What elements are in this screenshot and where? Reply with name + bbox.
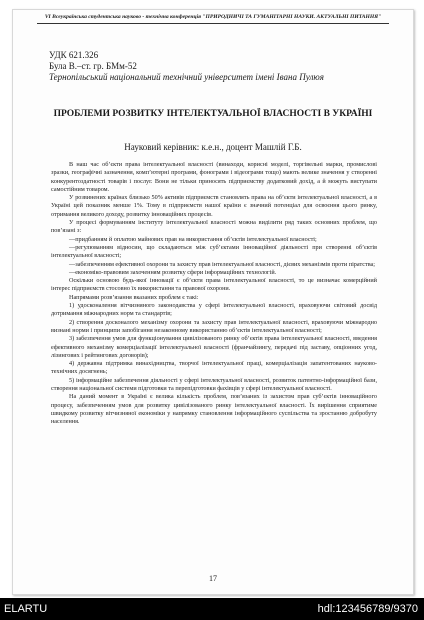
conference-header: VI Всеукраїнська студентська науково - технічна конференція "ПРИРОДНИЧІ ТА ГУМАНІТАРНІ НАУКИ. АКТУАЛЬНІ ПИТАННЯ" — [37, 14, 389, 24]
page-number: 17 — [209, 574, 217, 583]
author-line: Була В.–ст. гр. БМм-52 — [49, 61, 137, 71]
body-paragraph: 3) забезпечення умов для функціонування цивілізованого ринку об’єктів права інтелектуальної власності, введення ефективного механізму комерціалізації інтелектуальної власності (франчайзингу, передачі під заставу, опціонних угод, лізингових і рейтингових договорів); — [51, 335, 377, 359]
body-paragraph: Напрямами розв’язання вказаних проблем є такі: — [69, 293, 199, 301]
body-paragraph: 1) удосконалення вітчизняного законодавства у сфері інтелектуальної власності, враховуючи світовий досвід дотримання міжнародних норм та стандартів; — [51, 302, 377, 318]
body-paragraph: У розвинених країнах близько 50% активів підприємств становлять права на об’єкти інтелектуальної власності, а в Україні цей показник менше 1%. Тому в підприємств нашої країни є значний потенціал для освоєння цього ринку, отримання великого доходу, розвитку інноваційних процесів. — [51, 194, 377, 218]
body-paragraph: Оскільки основою будь-якої інновації є об’єкти права інтелектуальної власності, то це визначає комерційний інтерес підприємств стосовно їх використання та правової охорони. — [51, 277, 377, 293]
body-paragraph: —економіко-правовим захоченням розвитку сфери інформаційних технологій. — [69, 268, 277, 276]
body-paragraph: 5) інформаційне забезпечення діяльності у сфері інтелектуальної власності, розвиток патентно-інформаційної бази, створення національної системи підготовки та перепідготовки фахівців у сфері інтелектуальної власності. — [51, 376, 377, 393]
article-title: ПРОБЛЕМИ РОЗВИТКУ ІНТЕЛЕКТУАЛЬНОЇ ВЛАСНОСТІ В УКРАЇНІ — [53, 109, 373, 119]
footer-handle: hdl:123456789/9370 — [317, 603, 418, 615]
footer-bar — [0, 598, 424, 620]
body-paragraph: 2) створення досконалого механізму охорони та захисту прав інтелектуальної власності, враховуючи міжнародно визнані норми і принципи запобігання незаконному використанню об’єктів інтелектуальної власності; — [51, 318, 377, 334]
body-paragraph: На даний момент в Україні є велика кількість проблем, пов’язаних із захистом прав суб’єктів інноваційного процесу, забезпеченням умов для розвитку цивілізованого ринку інтелектуальної власності. Їх вирішення сприятиме швидкому розвитку вітчизняної економіки у напрямку становлення інформаційного суспільства та зростанню добробуту населення. — [51, 393, 377, 426]
body-paragraph: —забезпеченням ефективної охорони та захисту прав інтелектуальної власності, дієвих механізмів проти піратства; — [69, 260, 376, 268]
body-paragraph: —придбанням й оплатою майнових прав на використання об’єктів інтелектуальної власності; — [69, 235, 317, 243]
university-line: Тернопільський національний технічний університет імені Івана Пулюя — [49, 72, 324, 82]
body-paragraph: В наш час об’єкти права інтелектуальної власності (винаходи, корисні моделі, торгівельні марки, промислові зразки, географічні зазначення, комп’ютерні програми, фонограми і відеограми тощо) мають велике значення у створенні конкурентоздатності товарів і послуг. Вони не тільки приносять підприємству додатковий дохід, а й можуть виступати самостійним товаром. — [51, 161, 377, 193]
body-paragraph: У процесі формуванням інституту інтелектуальної власності можна виділити ряд таких основних проблем, що пов’язані з: — [51, 219, 377, 235]
udk-code: УДК 621.326 — [49, 50, 99, 60]
document-page — [12, 9, 414, 595]
body-paragraph: 4) державна підтримка винахідництва, творчої інтелектуальної праці, комерціалізація запатентованих науково-технічних досягнень; — [51, 360, 377, 376]
footer-repository-label: ELARTU — [4, 603, 48, 615]
article-body — [51, 161, 377, 427]
body-paragraph: —регулюванням відносин, що складаються між суб’єктами інноваційної діяльності при створенні об’єктів інтелектуальної власності; — [51, 243, 377, 260]
article-meta — [49, 50, 324, 83]
supervisor-line: Науковий керівник: к.е.н., доцент Машлій Г.Б. — [124, 142, 302, 152]
